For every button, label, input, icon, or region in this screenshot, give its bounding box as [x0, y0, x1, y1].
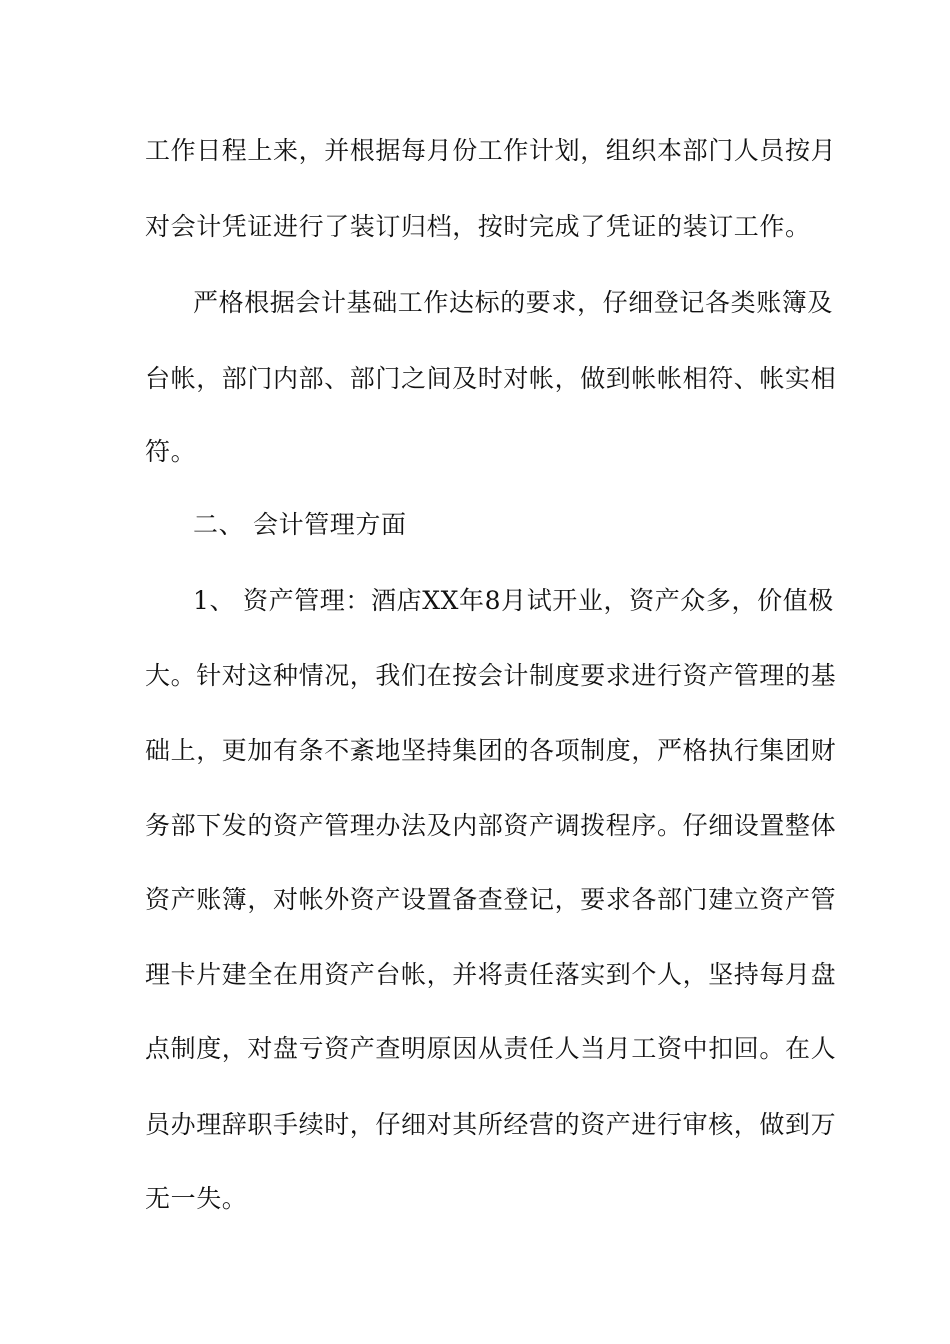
paragraph-first-line: 严格根据会计基础工作达标的要求，仔细登记各类账簿及	[193, 288, 834, 317]
text-line: 理卡片建全在用资产台帐，并将责任落实到个人，坚持每月盘	[145, 960, 837, 989]
text-line: 工作日程上来，并根据每月份工作计划，组织本部门人员按月	[145, 136, 837, 165]
section-heading-number: 二、	[193, 510, 245, 539]
text-line: 台帐，部门内部、部门之间及时对帐，做到帐帐相符、帐实相	[145, 364, 837, 393]
text-line: 员办理辞职手续时，仔细对其所经营的资产进行审核，做到万	[145, 1110, 837, 1139]
text-line: 大。针对这种情况，我们在按会计制度要求进行资产管理的基	[145, 661, 837, 690]
text-line: 对会计凭证进行了装订归档，按时完成了凭证的装订工作。	[145, 212, 811, 241]
text-line: 础上，更加有条不紊地坚持集团的各项制度，严格执行集团财	[145, 736, 837, 765]
list-item-text: 资产管理：酒店XX年8月试开业，资产众多，价值极	[243, 586, 834, 615]
text-line: 无一失。	[145, 1184, 248, 1213]
section-heading-title: 会计管理方面	[253, 510, 407, 539]
text-line: 资产账簿，对帐外资产设置备查登记，要求各部门建立资产管	[145, 885, 837, 914]
text-line: 符。	[145, 437, 197, 466]
text-line: 点制度，对盘亏资产查明原因从责任人当月工资中扣回。在人	[145, 1034, 837, 1063]
list-item-number: 1、	[193, 586, 236, 615]
text-line: 务部下发的资产管理办法及内部资产调拨程序。仔细设置整体	[145, 811, 837, 840]
